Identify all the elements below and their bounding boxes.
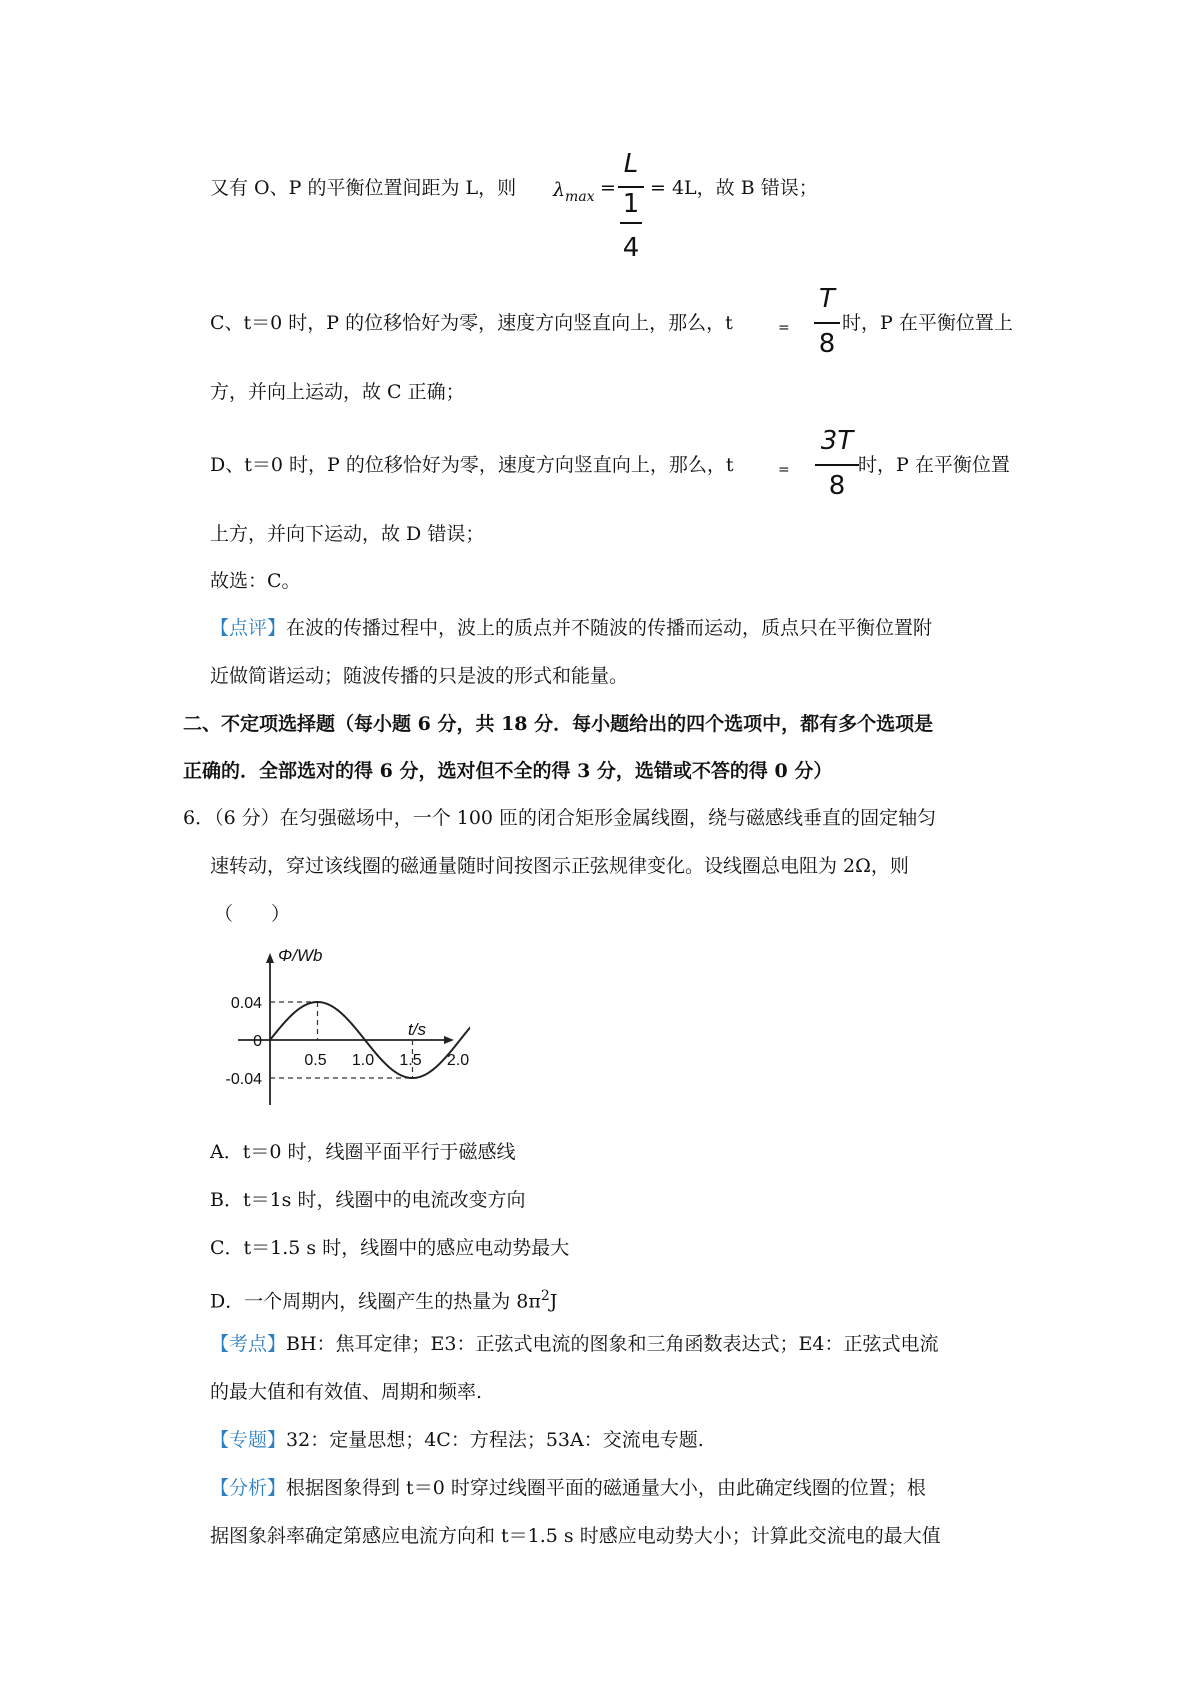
question-6-line-2: 速转动，穿过该线圈的磁通量随时间按图示正弦规律变化。设线圈总电阻为 2Ω，则 bbox=[210, 855, 909, 877]
x-tick-label: 1.0 bbox=[351, 1052, 375, 1069]
option-b: B．t＝1s 时，线圈中的电流改变方向 bbox=[210, 1189, 526, 1211]
review-tag: 【点评】 bbox=[210, 617, 287, 639]
line-d-text: D、t＝0 时，P 的位移恰好为零，速度方向竖直向上，那么，t bbox=[210, 454, 734, 476]
line-b-result: = 4L，故 B 错误； bbox=[650, 177, 818, 199]
option-d: D．一个周期内，线圈产生的热量为 $8\pi^2J$ bbox=[210, 1288, 558, 1313]
line-b-text: 又有 O、P 的平衡位置间距为 L，则 bbox=[210, 177, 517, 199]
review-line-2: 近做简谐运动；随波传播的只是波的形式和能量。 bbox=[210, 665, 629, 687]
option-c: C．t＝1.5 s 时，线圈中的感应电动势最大 bbox=[210, 1237, 570, 1259]
line-c-eq: = bbox=[778, 320, 790, 336]
x-axis-arrow bbox=[444, 1036, 454, 1044]
frac-c-denominator: 8 bbox=[818, 329, 836, 359]
frac-numerator-l: L bbox=[623, 149, 639, 179]
fraction-bar-outer bbox=[618, 186, 644, 188]
frac-c-numerator: T bbox=[819, 284, 835, 314]
option-a: A．t＝0 时，线圈平面平行于磁感线 bbox=[210, 1141, 516, 1163]
section-heading-2: 正确的．全部选对的得 6 分，选对但不全的得 3 分，选错或不答的得 0 分） bbox=[183, 760, 833, 782]
line-d-text3: 上方，并向下运动，故 D 错误； bbox=[210, 523, 485, 545]
fenxi-line-2: 据图象斜率确定第感应电流方向和 t＝1.5 s 时感应电动势大小；计算此交流电的最大值 bbox=[210, 1525, 941, 1547]
line-c-text: C、t＝0 时，P 的位移恰好为零，速度方向竖直向上，那么，t bbox=[210, 312, 733, 334]
fenxi-line-1: 【分析】根据图象得到 t＝0 时穿过线圈平面的磁通量大小，由此确定线圈的位置；根 bbox=[210, 1477, 926, 1499]
line-d-eq: = bbox=[778, 462, 790, 478]
kaodian-line-2: 的最大值和有效值、周期和频率. bbox=[210, 1381, 483, 1403]
frac-d-denominator: 8 bbox=[828, 471, 846, 501]
x-axis-label: t/s bbox=[408, 1020, 426, 1039]
kaodian-tag: 【考点】 bbox=[210, 1333, 287, 1355]
y-axis-arrow bbox=[266, 953, 274, 963]
y-axis-label: Φ/Wb bbox=[278, 946, 323, 965]
question-6-line-1: 6．（6 分）在匀强磁场中，一个 100 匝的闭合矩形金属线圈，绕与磁感线垂直的固定轴匀 bbox=[183, 807, 937, 829]
section-heading-1: 二、不定项选择题（每小题 6 分，共 18 分．每小题给出的四个选项中，都有多个选项是 bbox=[183, 713, 934, 735]
y-tick-label: -0.04 bbox=[225, 1071, 262, 1088]
zhuanti-line: 【专题】32：定量思想；4C：方程法；53A：交流电专题. bbox=[210, 1429, 704, 1451]
line-b-eq: = bbox=[600, 177, 616, 199]
answer-line: 故选：C。 bbox=[210, 570, 301, 592]
zhuanti-tag: 【专题】 bbox=[210, 1429, 287, 1451]
question-6-line-3: （ ） bbox=[214, 903, 291, 925]
review-line-1: 【点评】在波的传播过程中，波上的质点并不随波的传播而运动，质点只在平衡位置附 bbox=[210, 617, 933, 639]
frac-d-numerator: 3T bbox=[820, 426, 854, 456]
line-d-text2: 时，P 在平衡位置 bbox=[858, 454, 1010, 476]
frac-inner-denominator: 4 bbox=[622, 233, 640, 263]
fraction-bar-inner bbox=[620, 222, 642, 224]
y-tick-label: 0 bbox=[253, 1033, 262, 1050]
fraction-bar-d bbox=[815, 464, 859, 466]
line-c-text3: 方，并向上运动，故 C 正确； bbox=[210, 381, 465, 403]
x-tick-label: 2.0 bbox=[446, 1052, 470, 1069]
y-tick-label: 0.04 bbox=[230, 995, 262, 1012]
lambda-symbol: $\lambda_{max}$ bbox=[553, 179, 595, 205]
fenxi-tag: 【分析】 bbox=[210, 1477, 287, 1499]
x-tick-label: 0.5 bbox=[304, 1052, 327, 1069]
flux-time-graph bbox=[210, 945, 470, 1110]
line-c-text2: 时，P 在平衡位置上 bbox=[842, 312, 1013, 334]
frac-inner-numerator: 1 bbox=[622, 189, 640, 219]
kaodian-line-1: 【考点】BH：焦耳定律；E3：正弦式电流的图象和三角函数表达式；E4：正弦式电流 bbox=[210, 1333, 939, 1355]
x-tick-label: 1.5 bbox=[399, 1052, 422, 1069]
fraction-bar-c bbox=[814, 322, 840, 324]
